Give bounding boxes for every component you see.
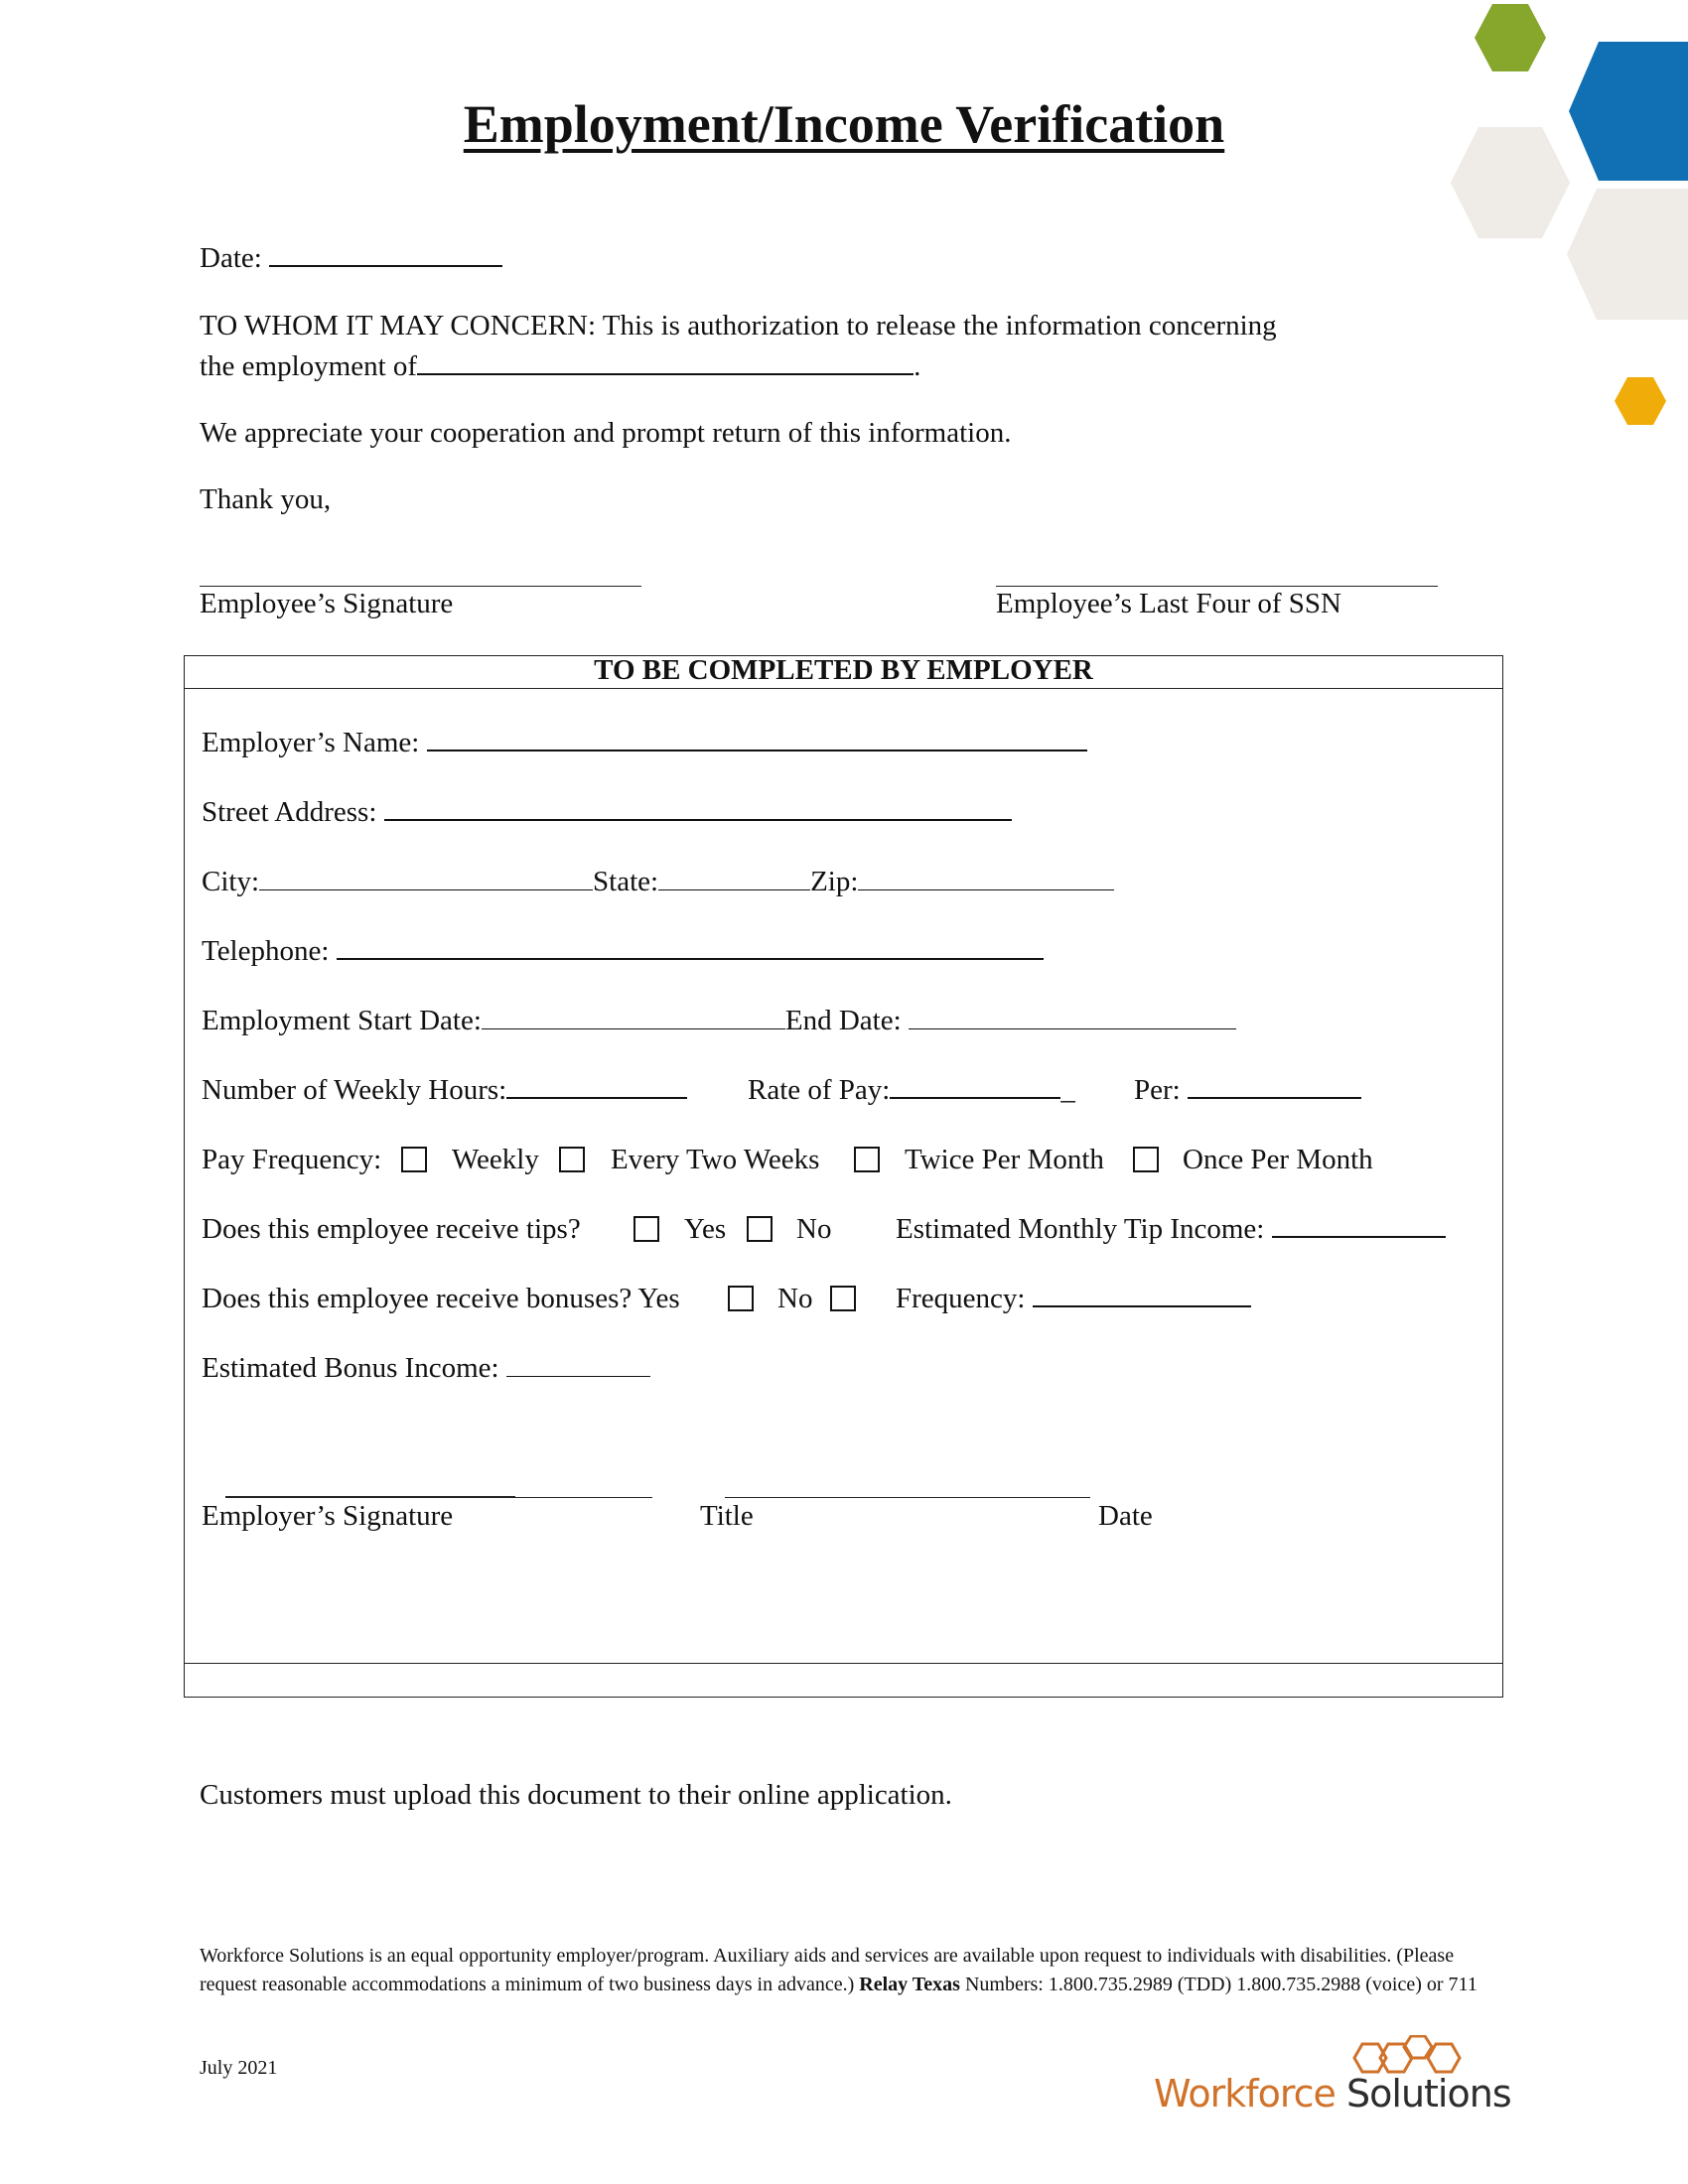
bonus-income-line xyxy=(506,1375,650,1377)
logo-word-solutions: Solutions xyxy=(1346,2072,1511,2116)
tips-no-checkbox[interactable] xyxy=(747,1216,773,1242)
employer-title-label: Title xyxy=(700,1500,754,1532)
thank-you-text: Thank you, xyxy=(200,483,332,515)
tips-yes-label: Yes xyxy=(684,1213,727,1245)
upload-note: Customers must upload this document to their online application. xyxy=(200,1779,952,1811)
rate-of-pay-line xyxy=(890,1096,1060,1099)
employer-bottom-rule xyxy=(184,1663,1503,1664)
tip-income-line xyxy=(1272,1235,1446,1238)
weekly-hours-line xyxy=(506,1096,687,1099)
appreciation-text: We appreciate your cooperation and prompt return of this information. xyxy=(200,417,1012,449)
date-line xyxy=(269,264,502,267)
bonus-question: Does this employee receive bonuses? Yes xyxy=(202,1283,680,1314)
telephone-line xyxy=(337,957,1044,960)
twice-per-month-option-label: Twice Per Month xyxy=(905,1144,1104,1175)
bonus-no-label: No xyxy=(777,1283,813,1314)
employer-date-label: Date xyxy=(1098,1500,1153,1532)
tips-yes-checkbox[interactable] xyxy=(633,1216,659,1242)
concern-line-1: TO WHOM IT MAY CONCERN: This is authorization to release the information concerning xyxy=(200,310,1277,341)
employee-name-line xyxy=(417,372,914,375)
start-date-line xyxy=(482,1027,785,1029)
green-hexagon xyxy=(1475,4,1546,71)
pay-per-field: Per: xyxy=(1134,1076,1361,1105)
employer-signature-line-bold xyxy=(225,1496,515,1498)
employer-section-header: TO BE COMPLETED BY EMPLOYER xyxy=(594,654,1093,686)
employee-signature-line xyxy=(200,586,641,587)
once-per-month-checkbox[interactable] xyxy=(1133,1147,1159,1172)
employment-dates-field: Employment Start Date: End Date: xyxy=(202,1007,1236,1035)
revision-date: July 2021 xyxy=(200,2057,278,2079)
employee-ssn-line xyxy=(996,586,1438,587)
every-two-weeks-option-label: Every Two Weeks xyxy=(611,1144,820,1175)
logo-word-workforce: Workforce xyxy=(1154,2072,1336,2116)
employee-ssn-label: Employee’s Last Four of SSN xyxy=(996,588,1341,619)
state-line xyxy=(658,888,810,890)
rate-of-pay-field: Rate of Pay: _ xyxy=(748,1074,1075,1106)
bonus-frequency-line xyxy=(1033,1304,1251,1307)
bonus-income-field: Estimated Bonus Income: xyxy=(202,1354,650,1383)
pay-frequency-row: Pay Frequency: xyxy=(202,1144,382,1175)
street-address-line xyxy=(384,818,1012,821)
street-address-field: Street Address: xyxy=(202,798,1012,827)
bonus-no-checkbox[interactable] xyxy=(830,1286,856,1311)
employee-signature-label: Employee’s Signature xyxy=(200,588,454,619)
employer-signature-line xyxy=(515,1497,652,1498)
beige-hexagon-right xyxy=(1567,189,1688,320)
tips-question: Does this employee receive tips? xyxy=(202,1213,581,1245)
employer-name-line xyxy=(427,749,1087,751)
employer-name-field: Employer’s Name: xyxy=(202,729,1087,757)
weekly-hours-field: Number of Weekly Hours: xyxy=(202,1076,687,1105)
employer-title-line xyxy=(725,1497,1090,1498)
twice-per-month-checkbox[interactable] xyxy=(854,1147,880,1172)
city-state-zip-field: City: State: Zip: xyxy=(202,868,1114,896)
decorative-hexagons xyxy=(1430,0,1688,437)
city-line xyxy=(259,888,593,890)
page-title: Employment/Income Verification xyxy=(463,94,1225,154)
bonus-frequency-field: Frequency: xyxy=(896,1285,1251,1313)
concern-line-2: the employment of . xyxy=(200,350,921,382)
employer-header-rule xyxy=(184,688,1503,689)
tip-income-field: Estimated Monthly Tip Income: xyxy=(896,1215,1446,1244)
relay-texas-label: Relay Texas xyxy=(859,1974,960,1995)
disclaimer-text: Workforce Solutions is an equal opportunity employer/program. Auxiliary aids and services are available upon request to individuals with disabilities. (Please request reasonable accommodations a minimum of two business days in advance.) Relay Texas Numbers: 1.800.735.2989 (TDD) 1.800.735.2988 (voice) or 711 xyxy=(200,1945,1477,1995)
every-two-weeks-checkbox[interactable] xyxy=(559,1147,585,1172)
zip-line xyxy=(858,888,1114,890)
employer-signature-label: Employer’s Signature xyxy=(202,1500,454,1532)
date-field: Date: xyxy=(200,244,502,273)
bonus-yes-checkbox[interactable] xyxy=(728,1286,754,1311)
pay-per-line xyxy=(1188,1096,1361,1099)
once-per-month-option-label: Once Per Month xyxy=(1183,1144,1373,1175)
gold-hexagon xyxy=(1615,377,1666,425)
workforce-solutions-logo xyxy=(1152,2033,1511,2122)
tips-no-label: No xyxy=(796,1213,832,1245)
end-date-line xyxy=(909,1027,1236,1029)
weekly-checkbox[interactable] xyxy=(401,1147,427,1172)
telephone-field: Telephone: xyxy=(202,937,1044,966)
weekly-option-label: Weekly xyxy=(452,1144,539,1175)
